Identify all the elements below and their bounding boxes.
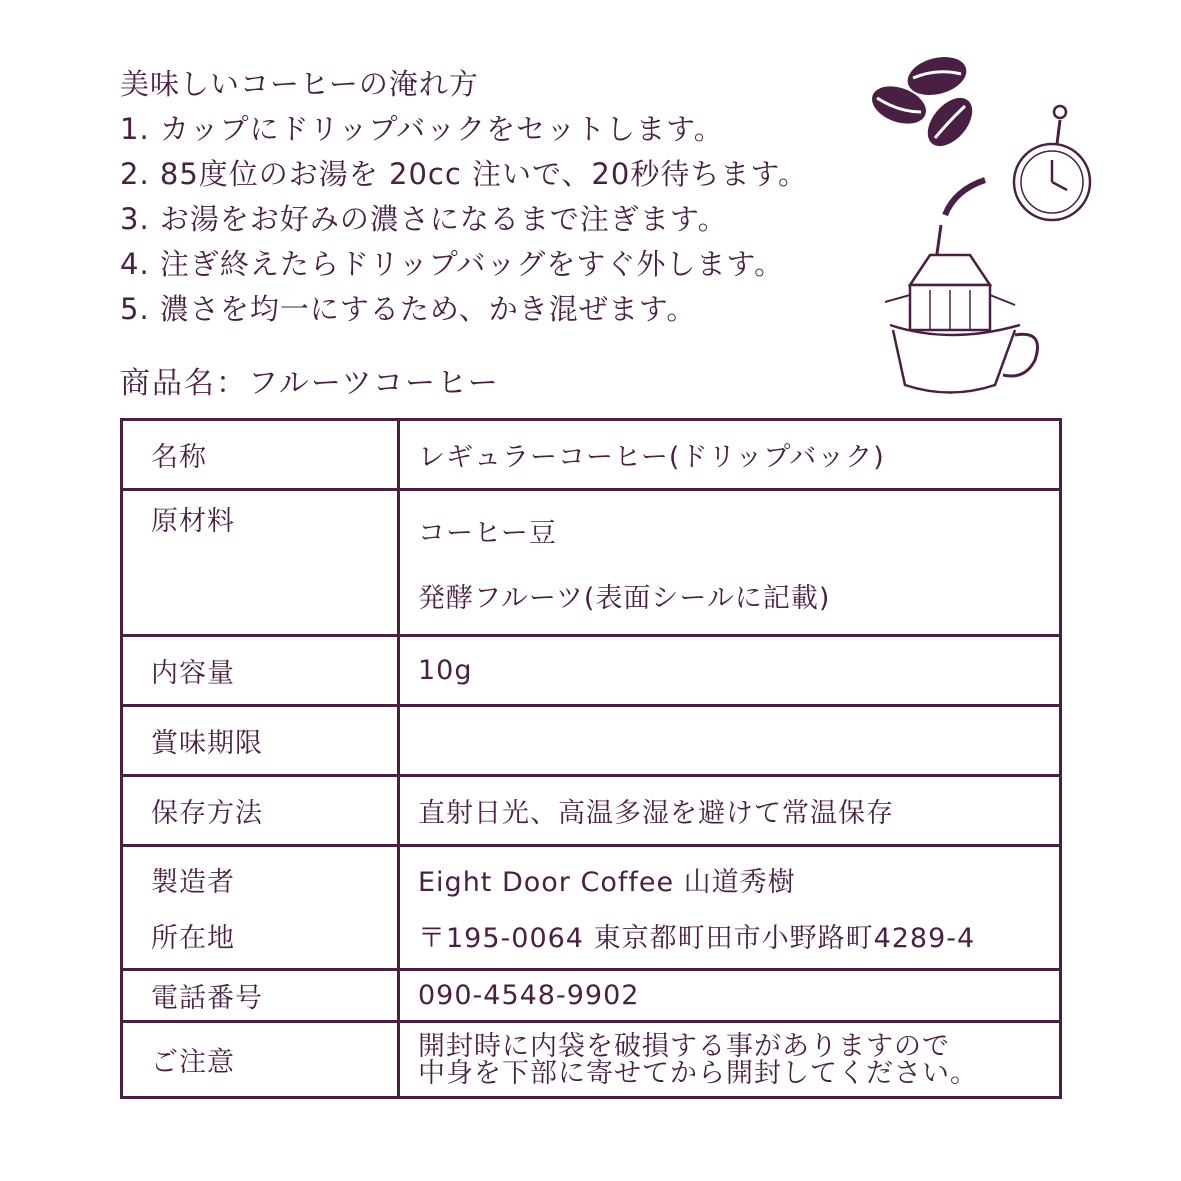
instruction-step-5: 5. 濃さを均一にするため、かき混ぜます。 <box>120 292 697 326</box>
drip-coffee-cup-icon <box>885 180 1038 393</box>
phone-value: 090-4548-9902 <box>399 970 1061 1022</box>
instruction-step-3: 3. お湯をお好みの濃さになるまで注ぎます。 <box>120 202 728 236</box>
ingredients-label-cell <box>122 490 399 636</box>
table-row <box>122 1022 1061 1098</box>
caution-line-1: 開封時に内袋を破損する事がありますので <box>418 1030 950 1062</box>
table-row <box>122 970 1061 1022</box>
name-label: 名称 <box>122 420 399 490</box>
ingredients-label: 原材料 <box>151 505 235 537</box>
maker-value: Eight Door Coffee 山道秀樹 <box>418 867 796 898</box>
caution-value-cell <box>399 1022 1061 1098</box>
content-label: 内容量 <box>122 636 399 706</box>
ingredients-value-cell <box>399 490 1061 636</box>
caution-line-2: 中身を下部に寄せてから開封してください。 <box>418 1057 978 1089</box>
caution-label: ご注意 <box>122 1022 399 1098</box>
address-label: 所在地 <box>151 923 235 954</box>
coffee-illustration <box>855 40 1105 400</box>
table-row <box>122 846 1061 970</box>
ingredients-item-2: 発酵フルーツ(表面シールに記載) <box>418 582 831 614</box>
product-name: 商品名：フルーツコーヒー <box>120 366 500 401</box>
storage-value: 直射日光、高温多湿を避けて常温保存 <box>399 776 1061 846</box>
product-info-table <box>120 418 1062 1099</box>
pocket-watch-icon <box>1014 106 1090 220</box>
storage-label: 保存方法 <box>122 776 399 846</box>
instructions-title: 美味しいコーヒーの淹れ方 <box>120 67 479 101</box>
instruction-step-4: 4. 注ぎ終えたらドリップバッグをすぐ外します。 <box>120 247 785 281</box>
coffee-beans-icon <box>867 51 981 155</box>
maker-value-cell <box>399 846 1061 970</box>
ingredients-item-1: コーヒー豆 <box>418 517 557 549</box>
instruction-step-1: 1. カップにドリップバックをセットします。 <box>120 112 724 146</box>
expiry-label: 賞味期限 <box>122 706 399 776</box>
maker-label-cell <box>122 846 399 970</box>
table-row <box>122 636 1061 706</box>
brewing-instructions <box>120 62 808 332</box>
table-row <box>122 420 1061 490</box>
table-row <box>122 490 1061 636</box>
name-value: レギュラーコーヒー(ドリップバック) <box>399 420 1061 490</box>
maker-label: 製造者 <box>151 867 235 898</box>
address-value: 〒195-0064 東京都町田市小野路町4289-4 <box>418 923 976 954</box>
phone-label: 電話番号 <box>122 970 399 1022</box>
content-value: 10g <box>399 636 1061 706</box>
instruction-step-2: 2. 85度位のお湯を 20cc 注いで、20秒待ちます。 <box>120 157 809 191</box>
table-row <box>122 706 1061 776</box>
table-row <box>122 776 1061 846</box>
expiry-value <box>399 706 1061 776</box>
